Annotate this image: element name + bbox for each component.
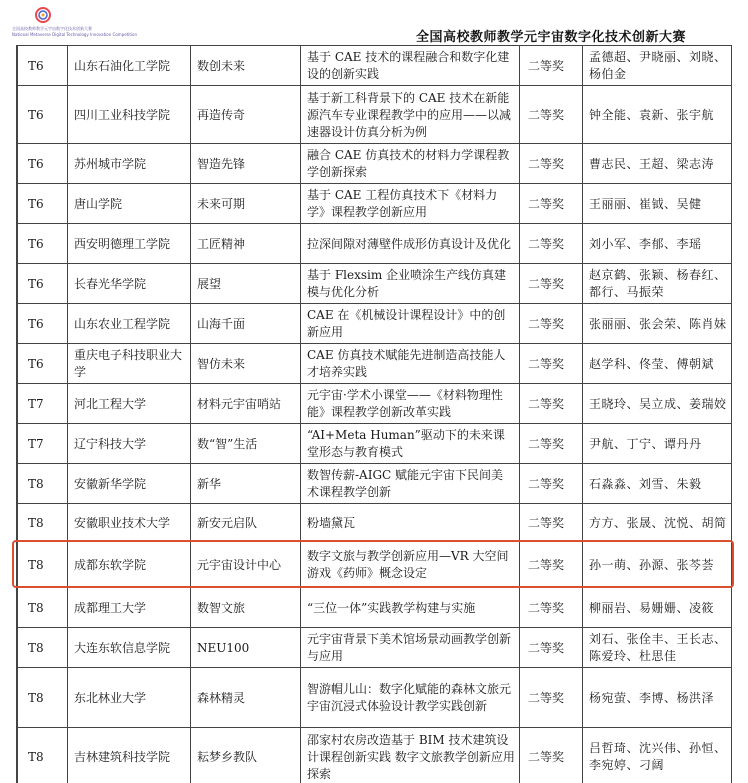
cell-project-text: 数智传薪-AIGC 赋能元宇宙下民间美术课程教学创新 — [307, 468, 504, 499]
cell-track-text: T8 — [28, 640, 44, 655]
cell-members — [583, 264, 732, 304]
cell-school-text: 辽宁科技大学 — [74, 436, 147, 451]
results-table-body — [18, 46, 732, 783]
cell-track — [18, 588, 68, 628]
cell-project-text: 基于 CAE 技术的课程融合和数字化建设的创新实践 — [307, 50, 510, 81]
cell-team-text: 智仿未来 — [197, 356, 246, 371]
cell-project-text: 邵家村农房改造基于 BIM 技术建筑设计课程创新实践 数字文旅教学创新应用探索 — [307, 732, 515, 781]
cell-school — [68, 86, 191, 144]
cell-project — [301, 628, 520, 668]
cell-track-text: T8 — [28, 690, 44, 705]
cell-team — [191, 384, 301, 424]
cell-project — [301, 728, 520, 783]
cell-award — [520, 86, 583, 144]
table-row — [18, 464, 732, 504]
cell-school — [68, 384, 191, 424]
table-row — [18, 184, 732, 224]
cell-award — [520, 728, 583, 783]
cell-project-text: 基于 CAE 工程仿真技术下《材料力学》课程教学创新应用 — [307, 188, 498, 219]
cell-project — [301, 344, 520, 384]
page-header — [0, 0, 748, 46]
cell-members — [583, 46, 732, 86]
cell-school-text: 唐山学院 — [74, 196, 123, 211]
table-row — [18, 728, 732, 783]
cell-team-text: 材料元宇宙哨站 — [197, 396, 282, 411]
cell-award — [520, 264, 583, 304]
cell-track — [18, 384, 68, 424]
cell-project-text: “AI+Meta Human”驱动下的未来课堂形态与教育模式 — [307, 428, 505, 459]
cell-project — [301, 588, 520, 628]
cell-award — [520, 344, 583, 384]
cell-track — [18, 628, 68, 668]
cell-members — [583, 384, 732, 424]
cell-team — [191, 86, 301, 144]
cell-school-text: 大连东软信息学院 — [74, 640, 171, 655]
cell-track — [18, 504, 68, 542]
cell-award-text: 二等奖 — [528, 396, 565, 411]
cell-school-text: 安徽新华学院 — [74, 476, 147, 491]
logo-ring-icon — [34, 6, 52, 24]
page-title: 全国高校教师教学元宇宙数字化技术创新大赛 — [415, 30, 686, 45]
cell-award-text: 二等奖 — [528, 316, 565, 331]
table-row — [18, 264, 732, 304]
cell-school-text: 河北工程大学 — [74, 396, 147, 411]
cell-members — [583, 144, 732, 184]
cell-award — [520, 668, 583, 728]
cell-project-text: CAE 在《机械设计课程设计》中的创新应用 — [307, 308, 506, 339]
cell-school — [68, 264, 191, 304]
cell-track — [18, 344, 68, 384]
cell-team-text: 工匠精神 — [197, 236, 246, 251]
cell-project-text: 拉深间隙对薄壁件成形仿真设计及优化 — [307, 236, 512, 251]
cell-members-text: 曹志民、王超、梁志涛 — [589, 156, 715, 171]
table-row — [18, 588, 732, 628]
cell-school-text: 吉林建筑科技学院 — [74, 749, 171, 764]
cell-project — [301, 668, 520, 728]
cell-award-text: 二等奖 — [528, 196, 565, 211]
table-row — [18, 504, 732, 542]
cell-track-text: T8 — [28, 515, 44, 530]
cell-award — [520, 628, 583, 668]
cell-award-text: 二等奖 — [528, 107, 565, 122]
cell-award-text: 二等奖 — [528, 690, 565, 705]
cell-members-text: 方方、张晟、沈悦、胡简 — [589, 515, 727, 530]
table-row — [18, 628, 732, 668]
table-row — [18, 144, 732, 184]
cell-school — [68, 588, 191, 628]
cell-members-text: 杨宛萤、李博、杨洪泽 — [589, 690, 715, 705]
cell-award-text: 二等奖 — [528, 749, 565, 764]
cell-school-text: 安徽职业技术大学 — [74, 515, 171, 530]
cell-members — [583, 542, 732, 588]
cell-track-text: T6 — [28, 196, 44, 211]
cell-award — [520, 464, 583, 504]
cell-track-text: T6 — [28, 107, 44, 122]
cell-team-text: 数智文旅 — [197, 600, 246, 615]
cell-members-text: 尹航、丁宁、谭丹丹 — [589, 436, 702, 451]
cell-team — [191, 504, 301, 542]
cell-team — [191, 424, 301, 464]
cell-school — [68, 504, 191, 542]
cell-members — [583, 304, 732, 344]
cell-project — [301, 542, 520, 588]
cell-school — [68, 184, 191, 224]
cell-members-text: 刘石、张佺丰、王长志、陈爱玲、杜思佳 — [589, 632, 727, 663]
cell-track — [18, 86, 68, 144]
cell-team-text: 再造传奇 — [197, 107, 246, 122]
cell-school-text: 重庆电子科技职业大学 — [74, 348, 183, 379]
cell-project — [301, 464, 520, 504]
logo-caption-en: National Metaverse Digital Technology Innovation Competition — [12, 32, 138, 37]
cell-school-text: 四川工业科技学院 — [74, 107, 171, 122]
cell-team — [191, 628, 301, 668]
cell-school — [68, 542, 191, 588]
cell-school-text: 山东石油化工学院 — [74, 58, 171, 73]
table-row — [18, 542, 732, 588]
cell-track-text: T6 — [28, 156, 44, 171]
cell-project-text: 融合 CAE 仿真技术的材料力学课程教学创新探索 — [307, 148, 510, 179]
cell-track-text: T7 — [28, 396, 44, 411]
cell-project — [301, 384, 520, 424]
cell-project — [301, 264, 520, 304]
cell-award — [520, 184, 583, 224]
cell-project-text: 数字文旅与教学创新应用—VR 大空间游戏《药师》概念设定 — [307, 549, 509, 580]
results-table-container — [16, 45, 732, 783]
cell-track-text: T6 — [28, 58, 44, 73]
cell-award — [520, 542, 583, 588]
cell-school — [68, 424, 191, 464]
cell-project — [301, 504, 520, 542]
cell-school — [68, 46, 191, 86]
cell-school — [68, 464, 191, 504]
cell-award-text: 二等奖 — [528, 600, 565, 615]
cell-school-text: 苏州城市学院 — [74, 156, 147, 171]
table-row — [18, 424, 732, 464]
cell-award-text: 二等奖 — [528, 58, 565, 73]
cell-award-text: 二等奖 — [528, 557, 565, 572]
cell-project-text: 基于新工科背景下的 CAE 技术在新能源汽车专业课程教学中的应用——以减速器设计仿真分析为例 — [307, 90, 512, 139]
cell-award — [520, 46, 583, 86]
cell-school-text: 长春光华学院 — [74, 276, 147, 291]
cell-team-text: 展望 — [197, 276, 222, 291]
cell-team-text: 山海千面 — [197, 316, 246, 331]
cell-track — [18, 224, 68, 264]
cell-award-text: 二等奖 — [528, 276, 565, 291]
cell-members-text: 张丽丽、张会荣、陈肖妹 — [589, 316, 727, 331]
cell-members — [583, 588, 732, 628]
cell-track — [18, 144, 68, 184]
cell-project — [301, 304, 520, 344]
cell-track — [18, 304, 68, 344]
cell-track-text: T8 — [28, 476, 44, 491]
cell-members-text: 赵京鹤、张颖、杨春红、都行、马振荣 — [589, 268, 727, 299]
cell-school — [68, 728, 191, 783]
cell-track-text: T7 — [28, 436, 44, 451]
cell-team — [191, 144, 301, 184]
cell-team — [191, 344, 301, 384]
cell-track-text: T8 — [28, 600, 44, 615]
cell-track-text: T6 — [28, 356, 44, 371]
cell-team — [191, 184, 301, 224]
cell-school-text: 成都东软学院 — [74, 557, 147, 572]
cell-school — [68, 224, 191, 264]
cell-school — [68, 628, 191, 668]
cell-award — [520, 384, 583, 424]
cell-school — [68, 304, 191, 344]
cell-team-text: 耘梦乡教队 — [197, 749, 258, 764]
cell-members-text: 钟全能、袁新、张宇航 — [589, 107, 715, 122]
cell-award — [520, 424, 583, 464]
cell-track-text: T8 — [28, 749, 44, 764]
cell-project-text: 元宇宙背景下美术馆场景动画教学创新与应用 — [307, 632, 512, 663]
table-row — [18, 344, 732, 384]
cell-team-text: 森林精灵 — [197, 690, 246, 705]
cell-members — [583, 504, 732, 542]
cell-team-text: 智造先锋 — [197, 156, 246, 171]
cell-track — [18, 424, 68, 464]
cell-award — [520, 304, 583, 344]
cell-members — [583, 464, 732, 504]
cell-school — [68, 668, 191, 728]
cell-school-text: 成都理工大学 — [74, 600, 147, 615]
cell-track-text: T6 — [28, 236, 44, 251]
results-table — [17, 45, 732, 783]
cell-track — [18, 728, 68, 783]
table-row — [18, 304, 732, 344]
cell-members — [583, 628, 732, 668]
cell-team — [191, 304, 301, 344]
cell-team — [191, 588, 301, 628]
cell-team-text: 新华 — [197, 476, 222, 491]
cell-award-text: 二等奖 — [528, 236, 565, 251]
cell-members-text: 刘小军、李郁、李瑶 — [589, 236, 702, 251]
cell-school-text: 西安明德理工学院 — [74, 236, 171, 251]
cell-members-text: 石淼淼、刘雪、朱毅 — [589, 476, 702, 491]
cell-members-text: 王晓玲、吴立成、姜瑞姣 — [589, 396, 727, 411]
cell-team — [191, 464, 301, 504]
cell-team — [191, 728, 301, 783]
cell-team-text: 未来可期 — [197, 196, 246, 211]
cell-award-text: 二等奖 — [528, 515, 565, 530]
cell-award — [520, 224, 583, 264]
cell-award — [520, 504, 583, 542]
cell-team-text: 新安元启队 — [197, 515, 258, 530]
cell-project — [301, 184, 520, 224]
cell-project-text: 粉墙黛瓦 — [307, 515, 356, 530]
cell-members-text: 孟德超、尹晓丽、刘晓、杨伯金 — [589, 50, 727, 81]
cell-award — [520, 588, 583, 628]
cell-award-text: 二等奖 — [528, 156, 565, 171]
table-row — [18, 668, 732, 728]
cell-members-text: 王丽丽、崔钺、吴健 — [589, 196, 702, 211]
cell-team-text: 数“智”生活 — [197, 436, 258, 451]
cell-track-text: T6 — [28, 316, 44, 331]
cell-members — [583, 424, 732, 464]
cell-project-text: 元宇宙·学术小课堂——《材料物理性能》课程教学创新改革实践 — [307, 388, 503, 419]
cell-project — [301, 46, 520, 86]
cell-track — [18, 184, 68, 224]
cell-members — [583, 668, 732, 728]
cell-track — [18, 464, 68, 504]
cell-award-text: 二等奖 — [528, 640, 565, 655]
cell-team — [191, 264, 301, 304]
cell-award-text: 二等奖 — [528, 356, 565, 371]
cell-award — [520, 144, 583, 184]
table-row — [18, 224, 732, 264]
cell-award-text: 二等奖 — [528, 476, 565, 491]
cell-track — [18, 46, 68, 86]
table-row — [18, 86, 732, 144]
cell-team-text: 数创未来 — [197, 58, 246, 73]
cell-project-text: 基于 Flexsim 企业喷涂生产线仿真建模与优化分析 — [307, 268, 507, 299]
table-row — [18, 46, 732, 86]
cell-team-text: NEU100 — [197, 640, 250, 655]
cell-track-text: T8 — [28, 557, 44, 572]
logo-caption-cn: 全国高校教师教学元宇宙数字化技术创新大赛 — [12, 26, 92, 31]
cell-team — [191, 668, 301, 728]
cell-project — [301, 144, 520, 184]
cell-team-text: 元宇宙设计中心 — [197, 557, 282, 572]
cell-members — [583, 224, 732, 264]
cell-members-text: 赵学科、佟莹、傅朝斌 — [589, 356, 715, 371]
cell-project — [301, 224, 520, 264]
cell-members — [583, 184, 732, 224]
cell-project-text: “三位一体”实践教学构建与实施 — [307, 600, 476, 615]
cell-members — [583, 728, 732, 783]
cell-team — [191, 224, 301, 264]
cell-members — [583, 86, 732, 144]
cell-members-text: 柳丽岩、易姗姗、凌筱 — [589, 600, 715, 615]
cell-school — [68, 144, 191, 184]
cell-members-text: 孙一萌、孙源、张芩荟 — [589, 557, 715, 572]
cell-track-text: T6 — [28, 276, 44, 291]
cell-project-text: CAE 仿真技术赋能先进制造高技能人才培养实践 — [307, 348, 506, 379]
cell-team — [191, 46, 301, 86]
cell-members-text: 吕哲琦、沈兴伟、孙恒、李宛婷、刁阔 — [589, 741, 727, 772]
cell-school-text: 东北林业大学 — [74, 690, 147, 705]
cell-award-text: 二等奖 — [528, 436, 565, 451]
competition-logo — [12, 4, 138, 44]
cell-project — [301, 424, 520, 464]
cell-track — [18, 264, 68, 304]
cell-school-text: 山东农业工程学院 — [74, 316, 171, 331]
cell-track — [18, 542, 68, 588]
cell-members — [583, 344, 732, 384]
table-row — [18, 384, 732, 424]
cell-school — [68, 344, 191, 384]
cell-project-text: 智游帽儿山：数字化赋能的森林文旅元宇宙沉浸式体验设计教学实践创新 — [307, 682, 512, 713]
cell-track — [18, 668, 68, 728]
cell-team — [191, 542, 301, 588]
cell-project — [301, 86, 520, 144]
